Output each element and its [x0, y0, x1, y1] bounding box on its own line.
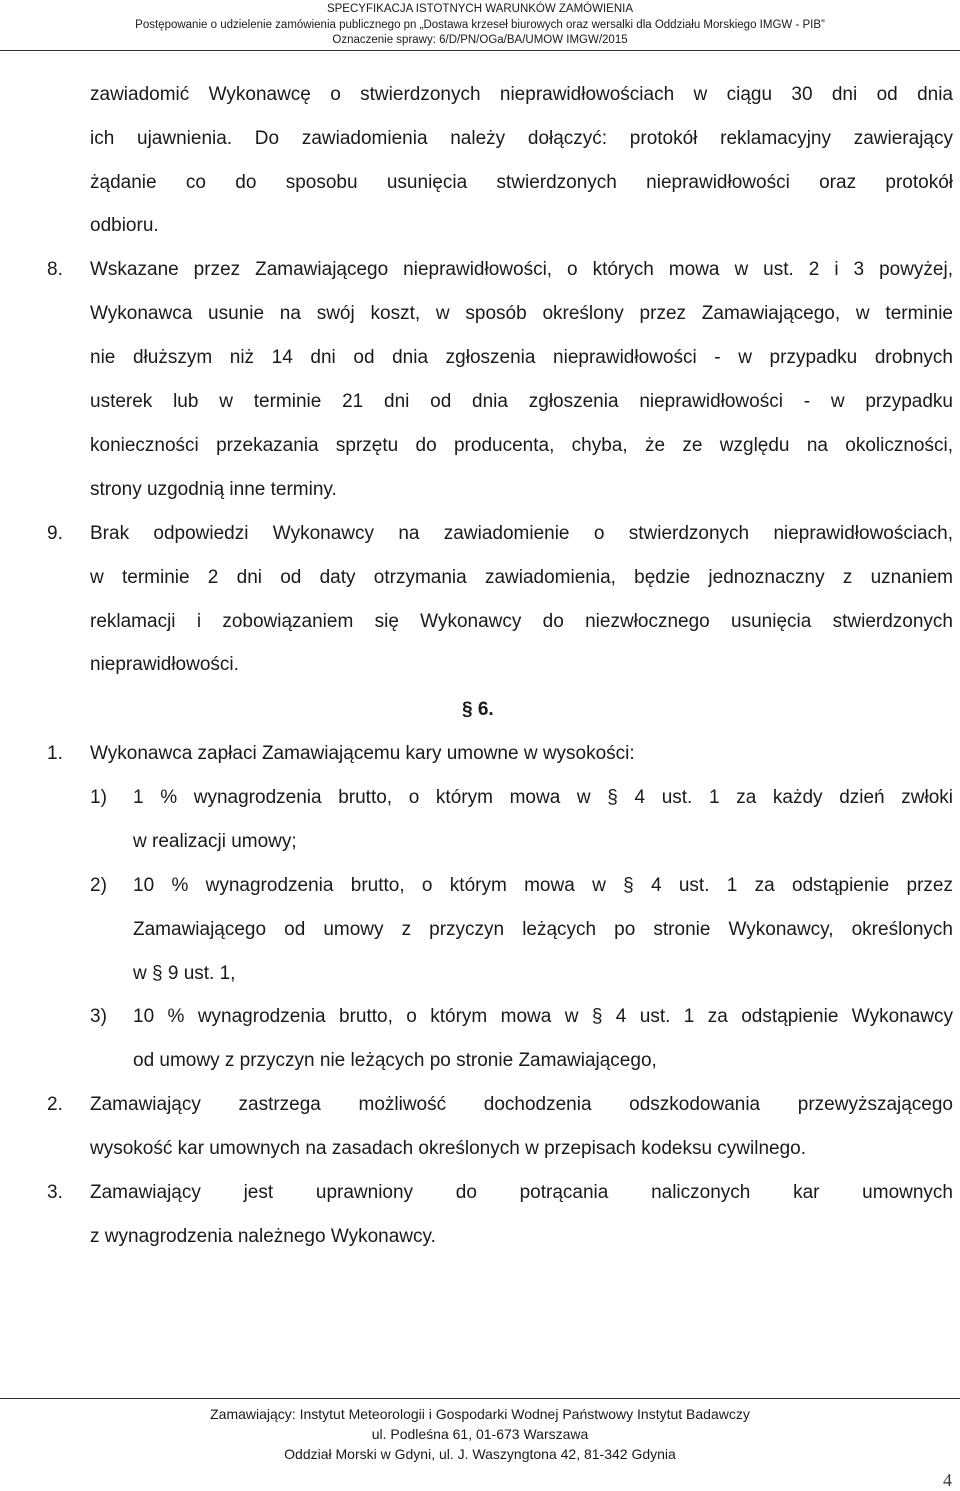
item8-line1: Wskazane przez Zamawiającego nieprawidłowości, o których mowa w ust. 2 i 3 powyżej,: [90, 259, 953, 280]
item8-line4: usterek lub w terminie 21 dni od dnia zgłoszenia nieprawidłowości - w przypadku: [90, 391, 953, 412]
s6-sub2-line2: Zamawiającego od umowy z przyczyn leżących po stronie Wykonawcy, określonych: [133, 919, 953, 940]
footer-address: ul. Podleśna 61, 01-673 Warszawa: [371, 1426, 589, 1442]
item8-line6: strony uzgodnią inne terminy.: [90, 479, 337, 500]
s6-sub1-number: 1): [90, 787, 107, 808]
page-footer: [0, 1404, 960, 1464]
header-procedure: Postępowanie o udzielenie zamówienia publicznego pn „Dostawa krzeseł biurowych oraz wersalki dla Oddziału Morskiego IMGW - PIB”: [135, 18, 825, 31]
s6-item3-number: 3.: [47, 1182, 63, 1203]
s6-sub3-number: 3): [90, 1006, 107, 1027]
s6-item3-line2: z wynagrodzenia należnego Wykonawcy.: [90, 1226, 436, 1247]
s6-item2-line1: Zamawiający zastrzega możliwość dochodzenia odszkodowania przewyższającego: [90, 1094, 953, 1115]
item8-line2: Wykonawca usunie na swój koszt, w sposób określony przez Zamawiającego, w terminie: [90, 303, 953, 324]
s6-sub2-line1: 10 % wynagrodzenia brutto, o którym mowa w § 4 ust. 1 za odstąpienie przez: [133, 875, 953, 896]
page-header: [0, 2, 960, 49]
item8-line3: nie dłuższym niż 14 dni od dnia zgłoszenia nieprawidłowości - w przypadku drobnych: [90, 347, 953, 368]
item9-line3: reklamacji i zobowiązaniem się Wykonawcy do niezwłocznego usunięcia stwierdzonych: [90, 611, 953, 632]
item8-number: 8.: [47, 259, 63, 280]
s6-sub3-line1: 10 % wynagrodzenia brutto, o którym mowa w § 4 ust. 1 za odstąpienie Wykonawcy: [133, 1006, 953, 1027]
para7-line4: odbioru.: [90, 215, 159, 236]
s6-sub1-line2: w realizacji umowy;: [133, 831, 297, 852]
s6-item1-line1: Wykonawca zapłaci Zamawiającemu kary umowne w wysokości:: [90, 743, 635, 764]
footer-branch: Oddział Morski w Gdyni, ul. J. Waszyngtona 42, 81-342 Gdynia: [284, 1446, 676, 1462]
item9-number: 9.: [47, 523, 63, 544]
s6-sub1-line1: 1 % wynagrodzenia brutto, o którym mowa w § 4 ust. 1 za każdy dzień zwłoki: [133, 787, 953, 808]
s6-sub2-number: 2): [90, 875, 107, 896]
s6-sub3-line2: od umowy z przyczyn nie leżących po stronie Zamawiającego,: [133, 1050, 657, 1071]
page-number: 4: [943, 1470, 952, 1490]
item9-line1: Brak odpowiedzi Wykonawcy na zawiadomienie o stwierdzonych nieprawidłowościach,: [90, 523, 953, 544]
footer-institution: Zamawiający: Instytut Meteorologii i Gospodarki Wodnej Państwowy Instytut Badawczy: [210, 1406, 750, 1422]
section-heading: § 6.: [462, 699, 494, 720]
para7-line1: zawiadomić Wykonawcę o stwierdzonych nieprawidłowościach w ciągu 30 dni od dnia: [90, 84, 953, 105]
s6-sub2-line3: w § 9 ust. 1,: [133, 963, 236, 984]
para7-line3: żądanie co do sposobu usunięcia stwierdzonych nieprawidłowości oraz protokół: [90, 172, 953, 193]
header-case-number: Oznaczenie sprawy: 6/D/PN/OGa/BA/UMOW IMGW/2015: [332, 34, 628, 46]
para7-line2: ich ujawnienia. Do zawiadomienia należy dołączyć: protokół reklamacyjny zawierający: [90, 128, 953, 149]
s6-item1-number: 1.: [47, 743, 63, 764]
item8-line5: konieczności przekazania sprzętu do producenta, chyba, że ze względu na okoliczności,: [90, 435, 953, 456]
footer-divider: [0, 1398, 960, 1399]
item9-line2: w terminie 2 dni od daty otrzymania zawiadomienia, będzie jednoznaczny z uznaniem: [90, 567, 953, 588]
s6-item2-number: 2.: [47, 1094, 63, 1115]
header-divider: [0, 50, 960, 51]
item9-line4: nieprawidłowości.: [90, 654, 239, 675]
header-title: SPECYFIKACJA ISTOTNYCH WARUNKÓW ZAMÓWIENIA: [326, 3, 634, 15]
s6-item2-line2: wysokość kar umownych na zasadach określonych w przepisach kodeksu cywilnego.: [90, 1138, 807, 1159]
s6-item3-line1: Zamawiający jest uprawniony do potrącania naliczonych kar umownych: [90, 1182, 953, 1203]
